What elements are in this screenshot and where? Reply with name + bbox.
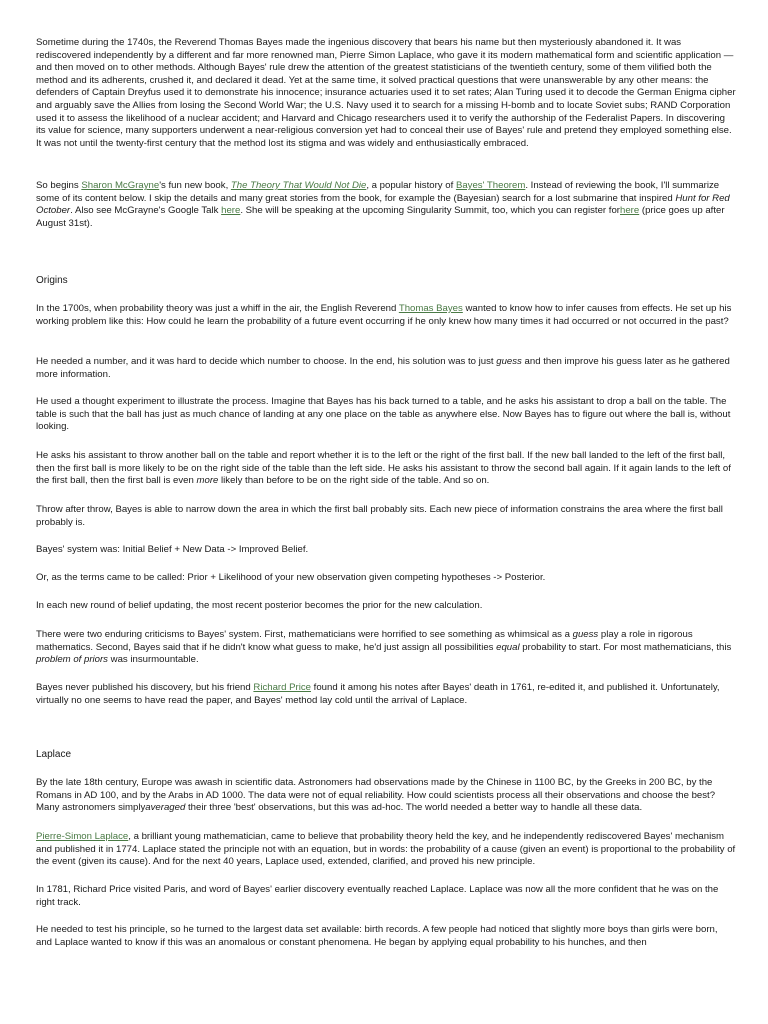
italic-text: more	[196, 475, 219, 487]
italic-text: guess	[496, 356, 522, 367]
text-segment: probability to start. For most mathematicians, this	[519, 641, 732, 653]
book-title-text: The Theory That Would Not Die	[230, 180, 367, 191]
text-segment: wanted to know how to infer causes from effects. He set up his working problem like this: How could he learn the probability of a future event occurring if he only knew how many times it had occurred or not occurred in the past?	[36, 303, 732, 327]
text-segment: likely than before to be on the right side of the table. And so on.	[218, 475, 490, 487]
link-bayes-theorem[interactable]: Bayes' Theorem	[455, 180, 526, 191]
italic-text: equal	[496, 641, 520, 653]
text-segment: , a popular history of	[366, 180, 456, 191]
paragraph-never-published	[36, 682, 736, 707]
text-segment: (price goes up after August 31st).	[36, 205, 725, 229]
link-richard-price[interactable]: Richard Price	[253, 682, 311, 693]
section-heading-laplace: Laplace	[36, 749, 72, 760]
text-segment: In the 1700s, when probability theory was just a whiff in the air, the English Reverend	[36, 303, 399, 314]
paragraph-criticisms	[36, 629, 736, 667]
paragraph-pierre-simon-laplace	[36, 831, 736, 869]
link-book-title[interactable]	[231, 180, 366, 191]
italic-text: Hunt for Red October	[36, 192, 730, 217]
italic-text: problem of priors	[36, 654, 108, 666]
text-segment: was insurmountable.	[107, 654, 199, 666]
text-segment: By the late 18th century, Europe was awash in scientific data. Astronomers had observations made by the Chinese in 1100 BC, by the Greeks in 200 BC, by the Romans in AD 100, and by the Arabs in AD 1000. The data were not of equal reliability. How could scientists process all their observations and choose the best? Many astronomers simply	[36, 777, 716, 814]
italic-text: guess	[572, 629, 599, 640]
paragraph-test-principle	[36, 924, 736, 949]
text-segment: Or, as the terms came to be called: Prior + Likelihood of your new observation given competing hypotheses -> Posterior.	[36, 572, 546, 583]
text-segment: . Also see McGrayne's Google Talk	[70, 205, 222, 217]
paragraph-throw	[36, 504, 736, 529]
text-segment: He used a thought experiment to illustrate the process. Imagine that Bayes has his back turned to a table, and he asks his assistant to drop a ball on the table. The table is such that the ball has just as much chance of landing at any one place on the table as anywhere else. Now Bayes has to figure out where the ball is, without looking.	[36, 396, 731, 433]
text-segment: In each new round of belief updating, the most recent posterior becomes the prior for the new calculation.	[36, 600, 483, 611]
link-pierre-simon-laplace[interactable]: Pierre-Simon Laplace	[36, 831, 129, 842]
paragraph-another-ball	[36, 450, 736, 488]
text-segment: Bayes' system was: Initial Belief + New Data -> Improved Belief.	[36, 544, 309, 555]
paragraph-18th-century	[36, 777, 736, 815]
paragraph-thought-experiment	[36, 396, 736, 434]
text-segment: . Instead of reviewing the book, I'll summarize some of its content below. I skip the details and many great stories from the book, for example the (Bayesian) search for a lost submarine that inspired	[36, 180, 720, 204]
paragraph-system	[36, 544, 736, 557]
text-segment: Bayes never published his discovery, but his friend	[36, 682, 254, 693]
text-segment: and then improve his guess later as he gathered more information.	[36, 356, 730, 380]
paragraph-terms	[36, 572, 736, 585]
text-segment: He needed a number, and it was hard to decide which number to choose. In the end, his solution was to just	[36, 356, 497, 367]
link-google-talk[interactable]: here	[221, 205, 241, 217]
italic-text: averaged	[145, 802, 186, 814]
text-segment: , a brilliant young mathematician, came to believe that probability theory held the key, and he independently rediscovered Bayes' mechanism and published it in 1774. Laplace stated the principle not with an equation, but in words: the probability of a cause (given an event) is proportional to the probability of the event (given its cause). And for the next 40 years, Laplace used, extended, clarified, and proved his new principle.	[36, 831, 736, 868]
text-segment: He needed to test his principle, so he turned to the largest data set available: birth records. A few people had noticed that slightly more boys than girls were born, and Laplace wanted to know if this was an anomalous or constant phenomena. He began by applying equal probability to his hunches, and then	[36, 924, 718, 948]
text-segment: their three 'best' observations, but this was ad-hoc. The world needed a better way to handle all these data.	[185, 802, 643, 814]
text-segment: . She will be speaking at the upcoming Singularity Summit, too, which you can register for	[240, 205, 620, 217]
text-segment: He asks his assistant to throw another ball on the table and report whether it is to the left or the right of the first ball. If the new ball landed to the left of the first ball, then the first ball is more likely to be on the right side of the table than the left side. He asks his assistant to throw the second ball again. If it again lands to the left of the first ball, then the first ball is even	[36, 450, 731, 487]
text-segment: Throw after throw, Bayes is able to narrow down the area in which the first ball probably sits. Each new piece of information constrains the area where the first ball probably is.	[36, 504, 723, 528]
section-heading-origins: Origins	[36, 275, 68, 286]
text-segment: found it among his notes after Bayes' death in 1761, re-edited it, and published it. Unfortunately, virtually no one seems to have read the paper, and Bayes' method lay cold until the arrival of Laplace.	[36, 682, 720, 706]
link-thomas-bayes[interactable]: Thomas Bayes	[398, 303, 463, 314]
paragraph-so-begins	[36, 180, 736, 230]
text-segment: play a role in rigorous mathematics. Second, Bayes said that if he didn't know what guess to make, he'd just assign all possibilities	[36, 629, 693, 653]
link-sharon-mcgrayne[interactable]: Sharon McGrayne	[81, 180, 160, 191]
text-segment: There were two enduring criticisms to Bayes' system. First, mathematicians were horrified to see something as whimsical as a	[36, 629, 573, 640]
text-segment: In 1781, Richard Price visited Paris, and word of Bayes' earlier discovery eventually reached Laplace. Laplace was now all the more confident that he was on the right track.	[36, 884, 719, 908]
paragraph-number	[36, 356, 736, 381]
text-segment: 's fun new book,	[159, 180, 231, 191]
paragraph-1700s	[36, 303, 736, 328]
paragraph-1781	[36, 884, 736, 909]
paragraph-round	[36, 600, 736, 613]
text-segment: So begins	[36, 180, 82, 191]
link-register[interactable]: here	[620, 205, 640, 217]
paragraph-intro	[36, 37, 736, 150]
text-segment: Sometime during the 1740s, the Reverend Thomas Bayes made the ingenious discovery that bears his name but then mysteriously abandoned it. It was rediscovered independently by a different and far more renowned man, Pierre Simon Laplace, who gave it its modern mathematical form and scientific application — and then moved on to other methods. Although Bayes' rule drew the attention of the greatest statisticians of the twentieth century, some of them vilified both the method and its adherents, crushed it, and declared it dead. Yet at the same time, it solved practical questions that were unanswerable by any other means: the defenders of Captain Dreyfus used it to demonstrate his innocence; insurance actuaries used it to set rates; Alan Turing used it to decode the German Enigma cipher and arguably save the Allies from losing the Second World War; the U.S. Navy used it to search for a missing H-bomb and to locate Soviet subs; RAND Corporation used it to assess the likelihood of a nuclear accident; and Harvard and Chicago researchers used it to verify the authorship of the Federalist Papers. In discovering its value for science, many supporters underwent a near-religious conversion yet had to conceal their use of Bayes' rule and pretend they employed something else. It was not until the twenty-first century that the method lost its stigma and was widely and enthusiastically embraced.	[36, 37, 736, 149]
